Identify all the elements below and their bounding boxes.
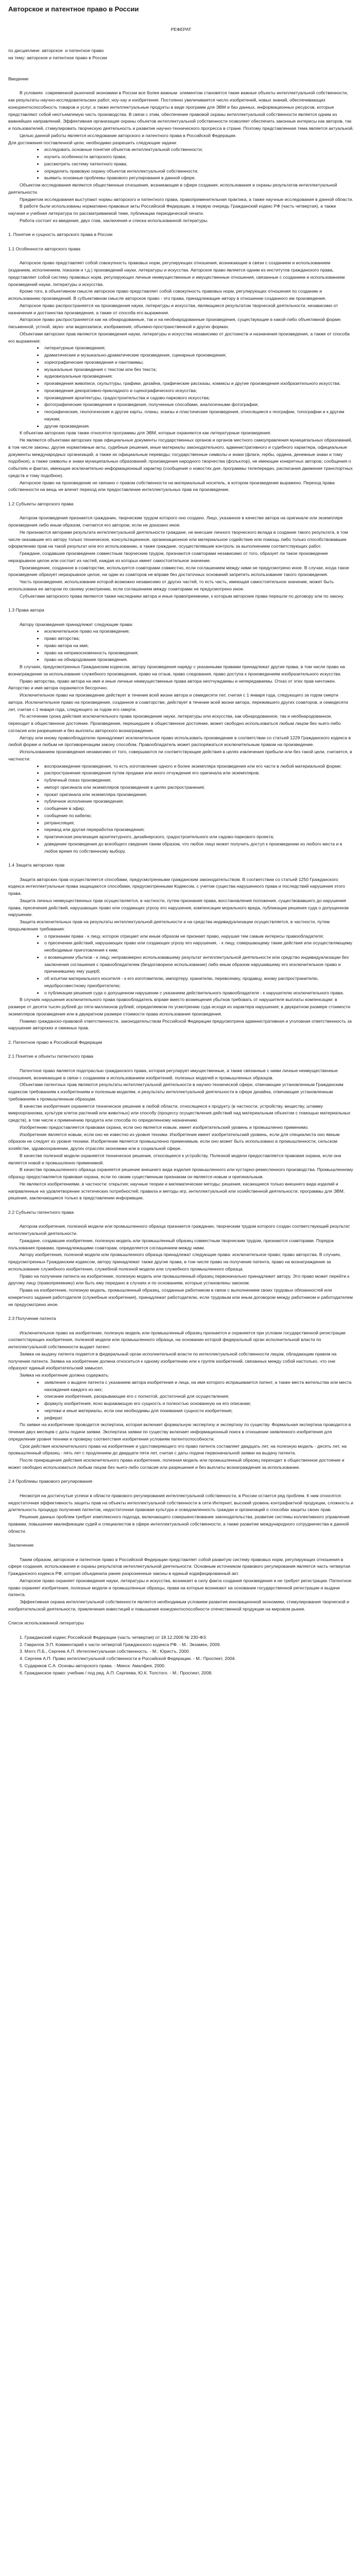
- paragraph: В случаях нарушения исключительного права правообладатель вправе вместо возмещения убытков требовать от нарушителя выплаты компенсации: в размере от десяти тысяч рублей до пяти миллионов рублей, определяемом по усмотрению суда исходя из характера нарушения; в двукратном размере стоимости экземпляров произведения или в двукратном размере стоимости права использования произведения.: [8, 997, 352, 1016]
- list-item: • публичное исполнение произведения;: [43, 798, 354, 805]
- paragraph: Защита авторских прав осуществляется способами, предусмотренными гражданским законодательством. В соответствии со статьей 1250 Гражданского кодекса интеллектуальные права защищаются способами, предусмотренными Кодексом, с учетом существа нарушенного права и последствий нарушения этого права.: [8, 876, 347, 896]
- blank-line: [8, 61, 354, 69]
- paragraph: Произведение, созданное в соавторстве, используется соавторами совместно, если соглашением между ними не предусмотрено иное. В случае, когда такое произведение образует неразрывное целое, ни один из соавторов не вправе без достаточных оснований запретить использование такого произведения.: [8, 565, 351, 578]
- text-line: 1.1 Особенности авторского права: [8, 246, 81, 251]
- paragraph: Несмотря на достигнутые успехи в области правового регулирования интеллектуальной собственности, в России остается ряд проблем. К ним относятся: недостаточная эффективность защиты прав на объекты интеллектуальной собственности в сети Интернет, высокий уровень контрафактной продукции, сложность и длительность процедур получения патентов, недостаточная правовая культура и осведомленность граждан и организаций о способах защиты своих прав.: [8, 1493, 355, 1513]
- list-item: • сообщение по кабелю;: [43, 812, 354, 820]
- text-line: по дисциплине: авторское и патентное право: [8, 47, 104, 53]
- paragraph: Работа состоит из введения, двух глав, заключения и списка использованной литературы.: [20, 217, 209, 223]
- list-item: • произведения декоративно-прикладного и сценографического искусства;: [43, 387, 354, 395]
- paragraph: Граждане, создавшие изобретение, полезную модель или промышленный образец совместным творческим трудом, признаются соавторами. Порядок пользования правами, принадлежащими соавторам, определяется соглашением между ними.: [8, 1238, 335, 1250]
- list-item: • импорт оригинала или экземпляров произведения в целях распространения;: [43, 784, 354, 791]
- paragraph: Объектами авторских прав являются произведения науки, литературы и искусства независимо от достоинств и назначения произведения, а также от способа его выражения:: [8, 331, 351, 344]
- paragraph: Авторское право распространяется на произведения науки, литературы и искусства, являющиеся результатом творческой деятельности, независимо от назначения и достоинства произведения, а также от способа его выражения.: [8, 302, 339, 315]
- blank-line: [8, 1046, 354, 1054]
- paragraph: Защита личных неимущественных прав осуществляется, в частности, путем признания права, восстановления положения, существовавшего до нарушения права, пресечения действий, нарушающих право или создающих угрозу его нарушения, компенсации морального вреда, публикации решения суда о допущенном нарушении.: [8, 897, 350, 918]
- paragraph: Объектами патентных прав являются результаты интеллектуальной деятельности в научно-технической сфере, отвечающие установленным Гражданским кодексом требованиям к изобретениям и полезным моделям, и результаты интеллектуальной деятельности в сфере дизайна, отвечающие установленным требованиям к промышленным образцам.: [8, 1082, 345, 1101]
- blank-line: [8, 19, 354, 26]
- paragraph: Помимо гражданско-правовой ответственности, законодательством Российской Федерации предусмотрена административная и уголовная ответственность за нарушение авторских и смежных прав.: [8, 1018, 353, 1031]
- blank-line: [8, 239, 354, 246]
- paragraph: Субъектами авторского права являются также наследники автора и иные правопреемники, к которым авторские права перешли по договору или по закону.: [20, 593, 345, 599]
- paragraph: Заявка на изобретение должна содержать:: [20, 1372, 110, 1378]
- paragraph: Права на изобретение, полезную модель, промышленный образец, созданные работником в связи с выполнением своих трудовых обязанностей или конкретного задания работодателя (служебные изобретения), принадлежат работодателю, если трудовым или иным договором между работником и работодателем не предусмотрено иное.: [8, 1287, 354, 1307]
- text-line: на тему: авторское и патентное право в России: [8, 55, 107, 60]
- paragraph: Целью данной работы является исследование авторского и патентного права в Российской Федерации.: [20, 132, 237, 138]
- blank-line: [8, 1202, 354, 1209]
- blank-line: [8, 1032, 354, 1039]
- paragraph: Часть произведения, использование которой возможно независимо от других частей, то есть часть, имеющая самостоятельное значение, может быть использована ее автором по своему усмотрению, если соглашением между соавторами не предусмотрено иное.: [8, 579, 335, 591]
- list-item: • о пресечении действий, нарушающих право или создающих угрозу его нарушения, - к лицу, совершающему такие действия или осуществляющему необходимые приготовления к ним;: [43, 940, 354, 954]
- text-line: 2. Патентное право в Российской Федерации: [8, 1039, 102, 1045]
- paragraph: Кроме того, в объективном смысле авторское право представляет собой совокупность правовых норм, регулирующих отношения по созданию и использованию произведений. В субъективном смысле авторское право - это права, принадлежащие автору в отношении созданного им произведения.: [8, 289, 326, 301]
- blank-line: [8, 869, 354, 876]
- paragraph: В работе были использованы нормативно-правовые акты Российской Федерации, в первую очередь Гражданский кодекс РФ (часть четвертая), а также научная и учебная литература по рассматриваемой теме, публикации периодической печати.: [8, 204, 337, 216]
- blank-line: [8, 855, 354, 862]
- list-item: • перевод или другая переработка произведения;: [43, 826, 354, 834]
- list-item: • географические, геологические и другие карты, планы, эскизы и пластические произведения, относящиеся к географии, топографии и к другим наукам;: [43, 409, 354, 423]
- paragraph: Исключительное право на изобретение, полезную модель или промышленный образец признается и охраняется при условии государственной регистрации соответствующих изобретения, полезной модели или промышленного образца, на основании которой федеральный орган исполнительной власти по интеллектуальной собственности выдает патент.: [8, 1330, 347, 1350]
- paragraph: Право авторства, право автора на имя и иные личные неимущественные права автора неотчуждаемы и непередаваемы. Отказ от этих прав ничтожен. Авторство и имя автора охраняются бессрочно.: [8, 678, 337, 691]
- list-item: • другие произведения.: [43, 423, 354, 430]
- text-line: 2.1 Понятие и объекты патентного права: [8, 1054, 94, 1059]
- text-line: 1.2 Субъекты авторского права: [8, 501, 74, 506]
- paragraph: Автором произведения признается гражданин, творческим трудом которого оно создано. Лицо, указанное в качестве автора на оригинале или экземпляре произведения либо иным образом, считается его автором, если не доказано иное.: [8, 515, 344, 528]
- list-item: • аудиовизуальные произведения;: [43, 373, 354, 380]
- reference-item: 6. Гражданское право: учебник / под ред. А.П. Сергеева, Ю.К. Толстого. - М.: Проспект, 2008.: [20, 1670, 213, 1675]
- list-item: • произведения архитектуры, градостроительства и садово-паркового искусства;: [43, 395, 354, 402]
- list-item: • исследовать основные понятия объектов интеллектуальной собственности;: [43, 146, 354, 154]
- paragraph: По истечении срока действия исключительного права произведение науки, литературы или искусства, как обнародованное, так и необнародованное, переходит в общественное достояние. Произведение, перешедшее в общественное достояние, может свободно использоваться любым лицом без чьего-либо согласия или разрешения и без выплаты авторского вознаграждения.: [8, 714, 342, 733]
- reference-item: 5. Судариков С.А. Основы авторского права. - Минск: Амалфея, 2000.: [20, 1663, 166, 1668]
- paragraph: В качестве промышленного образца охраняется решение внешнего вида изделия промышленного или кустарно-ремесленного производства. Промышленному образцу предоставляется правовая охрана, если по своим существенным признакам он является новым и оригинальным.: [8, 1167, 354, 1180]
- list-item: • хореографические произведения и пантомимы;: [43, 359, 354, 366]
- paragraph: Решение данных проблем требует комплексного подхода, включающего совершенствование законодательства, развитие системы коллективного управления правами, повышение квалификации судей и специалистов в сфере интеллектуальной собственности, а также развитие международного сотрудничества в данной области.: [8, 1514, 351, 1534]
- text-line: 2.4 Проблемы правового регулирования: [8, 1479, 93, 1484]
- paragraph: Граждане, создавшие произведение совместным творческим трудом, признаются соавторами независимо от того, образует ли такое произведение неразрывное целое или состоит из частей, каждая из которых имеет самостоятельное значение.: [8, 551, 330, 563]
- blank-line: [8, 1216, 354, 1224]
- bullet-list: [8, 763, 354, 855]
- paragraph: Автору или иному правообладателю принадлежит исключительное право использовать произведение в соответствии со статьей 1229 Гражданского кодекса в любой форме и любым не противоречащим закону способом. Правообладатель может распоряжаться исключительным правом на произведение.: [8, 735, 352, 748]
- blank-line: [8, 40, 354, 47]
- document-title: Авторское и патентное право в России: [8, 5, 139, 13]
- bullet-list: [8, 1379, 354, 1422]
- paragraph: Не являются изобретениями, в частности: открытия; научные теории и математические методы; решения, касающиеся только внешнего вида изделий и направленные на удовлетворение эстетических потребностей; правила и методы игр, интеллектуальной или хозяйственной деятельности; программы для ЭВМ; решения, заключающиеся только в представлении информации.: [8, 1181, 346, 1201]
- paragraph: Авторское право охраняет произведения науки, литературы и искусства, возникает в силу факта создания произведения и не требует регистрации. Патентное право охраняет изобретения, полезные модели и промышленные образцы, права на которые возникают на основании государственной регистрации и выдачи патента.: [8, 1578, 353, 1598]
- list-item: • доведение произведения до всеобщего сведения таким образом, что любое лицо может получить доступ к произведению из любого места и в любое время по собственному выбору.: [43, 841, 354, 855]
- blank-line: [8, 1627, 354, 1634]
- document-body: [8, 19, 354, 1677]
- list-item: • право на неприкосновенность произведения;: [43, 650, 354, 657]
- text-line: Введение: [8, 76, 29, 81]
- bullet-list: [8, 933, 354, 997]
- paragraph: К объектам авторских прав также относятся программы для ЭВМ, которые охраняются как литературные произведения.: [20, 430, 271, 436]
- list-item: • прокат оригинала или экземпляра произведения;: [43, 791, 354, 799]
- list-item: • литературные произведения;: [43, 345, 354, 352]
- paragraph: Авторское право представляет собой совокупность правовых норм, регулирующих отношения, возникающие в связи с созданием и использованием (изданием, исполнением, показом и т.д.) произведений науки, литературы и искусства. Авторское право является одним из институтов гражданского права, представляет собой систему правовых норм, регулирующих личные неимущественные и имущественные отношения, связанные с созданием и использованием произведений науки, литературы и искусства.: [8, 260, 346, 287]
- blank-line: [8, 33, 354, 40]
- list-item: • выявить основные проблемы правового регулирования в данной сфере.: [43, 175, 354, 182]
- blank-line: [8, 225, 354, 232]
- blank-line: [8, 1323, 354, 1330]
- blank-line: [8, 508, 354, 515]
- paragraph: Патентное право является подотраслью гражданского права, которая регулирует имущественные, а также связанные с ними личные неимущественные отношения, возникающие в связи с созданием и использованием изобретений, полезных моделей и промышленных образцов.: [8, 1067, 339, 1080]
- paragraph: Эффективная охрана интеллектуальной собственности является необходимым условием развития инновационной экономики, стимулирования творческой и изобретательской деятельности, привлечения инвестиций и повышения конкурентоспособности отечественной продукции на мировом рынке.: [8, 1599, 351, 1612]
- paragraph: Изобретение является новым, если оно не известно из уровня техники. Изобретение имеет изобретательский уровень, если для специалиста оно явным образом не следует из уровня техники. Изобретение является промышленно применимым, если оно может быть использовано в промышленности, сельском хозяйстве, здравоохранении, других отраслях экономики или в социальной сфере.: [8, 1131, 341, 1151]
- bullet-list: [8, 146, 354, 182]
- paragraph: Автором изобретения, полезной модели или промышленного образца признается гражданин, творческим трудом которого создан соответствующий результат интеллектуальной деятельности.: [8, 1224, 351, 1236]
- paragraph: Срок действия исключительного права на изобретение и удостоверяющего это право патента составляет двадцать лет, на полезную модель - десять лет, на промышленный образец - пять лет с продлением до двадцати пяти лет, считая с даты подачи первоначальной заявки на выдачу патента.: [8, 1443, 348, 1456]
- list-item: • чертежи и иные материалы, если они необходимы для понимания сущности изобретения;: [43, 1408, 354, 1415]
- bullet-list: [8, 628, 354, 664]
- paragraph: Авторское право распространяется как на обнародованные, так и на необнародованные произведения, существующие в какой-либо объективной форме: письменной, устной, звуко- или видеозаписи, изображения, объемно-пространственной и других формах.: [8, 317, 343, 330]
- center-heading: РЕФЕРАТ: [170, 26, 192, 32]
- blank-line: [8, 494, 354, 501]
- text-line: Список использованной литературы: [8, 1620, 84, 1626]
- paragraph: Не являются объектами авторских прав официальные документы государственных органов и органов местного самоуправления муниципальных образований, в том числе законы, другие нормативные акты, судебные решения, иные материалы законодательного, административного и судебного характера, официальные документы международных организаций, а также их официальные переводы; государственные символы и знаки (флаги, гербы, ордена, денежные знаки и тому подобное), а также символы и знаки муниципальных образований; произведения народного творчества (фольклор), не имеющие конкретных авторов; сообщения о событиях и фактах, имеющие исключительно информационный характер (сообщения о новостях дня, программы телепередач, расписания движения транспортных средств и тому подобное).: [8, 437, 354, 478]
- blank-line: [8, 1485, 354, 1493]
- paragraph: Использованием произведения независимо от того, совершаются ли соответствующие действия в целях извлечения прибыли или без такой цели, считается, в частности:: [8, 749, 354, 761]
- text-line: Заключение: [8, 1543, 34, 1548]
- list-item: • произведения живописи, скульптуры, графики, дизайна, графические рассказы, комиксы и другие произведения изобразительного искусства;: [43, 380, 354, 387]
- text-line: 1.3 Права автора: [8, 607, 44, 613]
- list-item: • распространение произведения путем продажи или иного отчуждения его оригинала или экземпляров;: [43, 770, 354, 777]
- bullet-list: [8, 345, 354, 430]
- list-item: • формулу изобретения, ясно выражающую его сущность и полностью основанную на его описании;: [43, 1400, 354, 1408]
- list-item: • сообщение в эфир;: [43, 805, 354, 812]
- text-line: 1.4 Защита авторских прав: [8, 862, 65, 868]
- text-line: 1. Понятие и сущность авторского права в России: [8, 232, 113, 238]
- paragraph: Исключительное право на произведение действует в течение всей жизни автора и семидесяти лет, считая с 1 января года, следующего за годом смерти автора. Исключительное право на произведение, созданное в соавторстве, действует в течение всей жизни автора, пережившего других соавторов, и семидесяти лет, считая с 1 января года, следующего за годом его смерти.: [8, 692, 350, 712]
- list-item: • музыкальные произведения с текстом или без текста;: [43, 366, 354, 374]
- blank-line: [8, 1060, 354, 1067]
- blank-line: [8, 253, 354, 260]
- paragraph: Авторское право на произведение не связано с правом собственности на материальный носитель, в котором произведение выражено. Переход права собственности на вещь не влечет переход или предоставление интеллектуальных прав на произведение.: [8, 480, 336, 493]
- blank-line: [8, 1308, 354, 1315]
- paragraph: Право на получение патента на изобретение, полезную модель или промышленный образец первоначально принадлежит автору. Это право может перейти к другому лицу (правопреемнику) или быть ему передано в случаях и по основаниям, которые установлены законом.: [8, 1273, 351, 1286]
- text-line: 2.2 Субъекты патентного права: [8, 1209, 74, 1215]
- paragraph: В условиях современной рыночной экономики в России все более важным элементом становятся такие важные объекты интеллектуальной собственности, как результаты научно-исследовательских работ, ноу-хау и изобретения. Постоянно увеличивается число изобретений, новых знаний, обеспечивающих конкурентоспособность товаров и услуг, а также интеллектуальные продукты в виде программ для ЭВМ и баз данных, информационных ресурсов, которые представляют собой неотъемлемую часть производства. В связи с этим, обеспечение правовой охраны интеллектуальной собственности является одним из важнейших направлений. Эффективная организация охраны объектов интеллектуальной собственности позволяет обеспечить законные интересы как авторов, так и пользователей, стимулировать творческую деятельность и развитие научно-технического прогресса в стране. Поэтому представленная тема является актуальной.: [8, 90, 354, 131]
- paragraph: Не признаются авторами результата интеллектуальной деятельности граждане, не внесшие личного творческого вклада в создание такого результата, в том числе оказавшие его автору только техническое, консультационное, организационное или материальное содействие или помощь либо только способствовавшие оформлению прав на такой результат или его использованию, а также граждане, осуществлявшие контроль за выполнением соответствующих работ.: [8, 529, 349, 549]
- list-item: • исключительное право на произведение;: [43, 628, 354, 635]
- paragraph: Таким образом, авторское и патентное право в Российской Федерации представляет собой развитую систему правовых норм, регулирующих отношения в сфере создания, использования и охраны результатов интеллектуальной деятельности. Основным источником правового регулирования является часть четвертая Гражданского кодекса РФ, которая объединила ранее разрозненные законы в единый кодифицированный акт.: [8, 1556, 352, 1577]
- paragraph: После прекращения действия исключительного права изобретение, полезная модель или промышленный образец переходит в общественное достояние и может свободно использоваться любым лицом без чьего-либо согласия или разрешения и без выплаты вознаграждения за использование.: [8, 1458, 346, 1470]
- list-item: • изучить особенности авторского права;: [43, 154, 354, 161]
- reference-item: 1. Гражданский кодекс Российской Федерации (часть четвертая) от 18.12.2006 № 230-ФЗ.: [20, 1634, 207, 1640]
- reference-item: 2. Гаврилов Э.П. Комментарий к части четвертой Гражданского кодекса РФ. - М.: Экзамен, 2009.: [20, 1641, 221, 1647]
- list-item: • право авторства;: [43, 635, 354, 642]
- paragraph: Автору произведения принадлежат следующие права:: [20, 621, 133, 627]
- blank-line: [8, 600, 354, 607]
- paragraph: Автору изобретения, полезной модели или промышленного образца принадлежат следующие права: исключительное право; право авторства. В случаях, предусмотренных Гражданским кодексом, автору принадлежат также другие права, в том числе право на получение патента, право на вознаграждение за использование служебного изобретения, служебной полезной модели или служебного промышленного образца.: [8, 1252, 343, 1272]
- list-item: • воспроизведение произведения, то есть изготовление одного и более экземпляра произведения или его части в любой материальной форме;: [43, 763, 354, 770]
- list-item: • реферат.: [43, 1415, 354, 1422]
- list-item: • определить правовую охрану объектов интеллектуальной собственности;: [43, 168, 354, 175]
- list-item: • практическая реализация архитектурного, дизайнерского, градостроительного или садово-паркового проекта;: [43, 834, 354, 841]
- blank-line: [8, 1535, 354, 1542]
- blank-line: [8, 1613, 354, 1620]
- blank-line: [8, 614, 354, 621]
- paragraph: Предметом исследования выступают нормы авторского и патентного права, правоприменительная практика, а также научные исследования в данной области.: [20, 196, 353, 202]
- list-item: • об изъятии материального носителя - к его изготовителю, импортеру, хранителю, перевозчику, продавцу, иному распространителю, недобросовестному приобретателю;: [43, 975, 354, 990]
- list-item: • драматические и музыкально-драматические произведения, сценарные произведения;: [43, 352, 354, 359]
- blank-line: [8, 1549, 354, 1556]
- paragraph: Заявка на выдачу патента подается в федеральный орган исполнительной власти по интеллектуальной собственности лицом, обладающим правом на получение патента. Заявка на изобретение должна относиться к одному изобретению или к группе изобретений, связанных между собой настолько, что они образуют единый изобретательский замысел.: [8, 1351, 338, 1371]
- reference-item: 3. Мэггс П.Б., Сергеев А.П. Интеллектуальная собственность. - М.: Юристъ, 2000.: [20, 1649, 191, 1654]
- list-item: • о публикации решения суда о допущенном нарушении с указанием действительного правообладателя - к нарушителю исключительного права.: [43, 990, 354, 997]
- list-item: • о признании права - к лицу, которое отрицает или иным образом не признает право, нарушая тем самым интересы правообладателя;: [43, 933, 354, 940]
- paragraph: Защита исключительных прав на результаты интеллектуальной деятельности и на средства индивидуализации осуществляется, в частности, путем предъявления требования:: [8, 919, 331, 931]
- paragraph: По заявке на изобретение проводится экспертиза, которая включает формальную экспертизу и экспертизу по существу. Формальная экспертиза проводится в течение двух месяцев с даты подачи заявки. Экспертиза заявки по существу включает информационный поиск в отношении заявленного изобретения для определения уровня техники и проверку соответствия изобретения условиям патентоспособности.: [8, 1422, 352, 1442]
- paragraph: Объектом исследования являются общественные отношения, возникающие в сфере создания, использования и охраны результатов интеллектуальной деятельности.: [8, 182, 338, 195]
- paragraph: В качестве полезной модели охраняется техническое решение, относящееся к устройству. Полезной модели предоставляется правовая охрана, если она является новой и промышленно применимой.: [8, 1153, 342, 1165]
- list-item: • фотографические произведения и произведения, полученные способами, аналогичными фотографии;: [43, 401, 354, 409]
- blank-line: [8, 69, 354, 76]
- paragraph: В случаях, предусмотренных Гражданским кодексом, автору произведения наряду с указанными правами принадлежат другие права, в том числе право на вознаграждение за использование служебного произведения, право на отзыв, право следования, право доступа к произведениям изобразительного искусства.: [8, 664, 347, 676]
- blank-line: [8, 1471, 354, 1479]
- blank-line: [8, 83, 354, 90]
- list-item: • заявление о выдаче патента с указанием автора изобретения и лица, на имя которого испрашивается патент, а также места жительства или места нахождения каждого из них;: [43, 1379, 354, 1394]
- reference-item: 4. Сергеев А.П. Право интеллектуальной собственности в Российской Федерации. - М.: Проспект, 2004.: [20, 1656, 236, 1662]
- list-item: • о возмещении убытков - к лицу, неправомерно использовавшему результат интеллектуальной деятельности или средство индивидуализации без заключения соглашения с правообладателем (бездоговорное использование) либо иным образом нарушившему его исключительное право и причинившему ему ущерб;: [43, 954, 354, 975]
- list-item: • рассмотреть систему патентного права;: [43, 161, 354, 168]
- paragraph: В качестве изобретения охраняется техническое решение в любой области, относящееся к продукту (в частности, устройству, веществу, штамму микроорганизма, культуре клеток растений или животных) или способу (процессу осуществления действий над материальным объектом с помощью материальных средств), в том числе к применению продукта или способа по определенному назначению.: [8, 1103, 352, 1123]
- list-item: • публичный показ произведения;: [43, 777, 354, 784]
- list-item: • ретрансляция;: [43, 820, 354, 827]
- list-item: • право автора на имя;: [43, 642, 354, 650]
- text-line: 2.3 Получение патента: [8, 1316, 56, 1321]
- list-item: • описание изобретения, раскрывающее его с полнотой, достаточной для осуществления;: [43, 1393, 354, 1400]
- text-line: Для достижения поставленной цели, необходимо разрешить следующие задачи:: [8, 140, 178, 145]
- list-item: • право на обнародование произведения.: [43, 656, 354, 664]
- paragraph: Изобретению предоставляется правовая охрана, если оно является новым, имеет изобретательский уровень и промышленно применимо.: [20, 1124, 309, 1130]
